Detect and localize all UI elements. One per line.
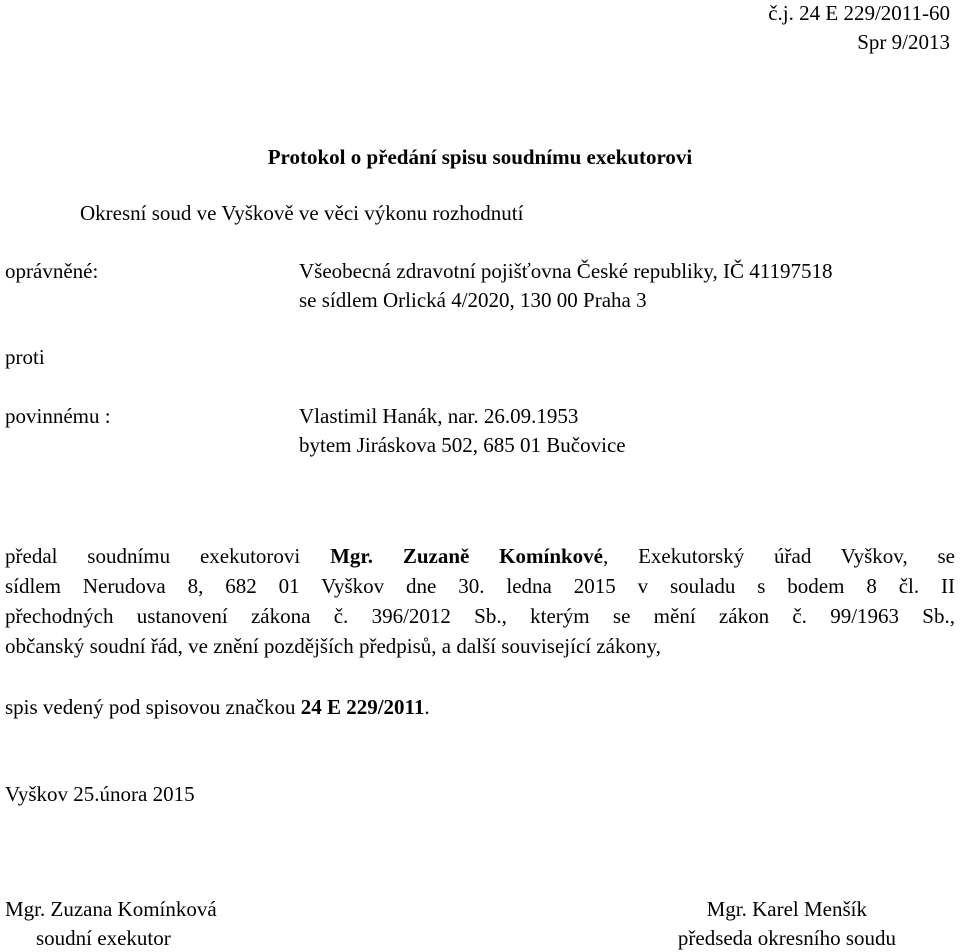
right-signatory-role: předseda okresního soudu [677, 926, 896, 950]
body-line-1-pre: předal soudnímu exekutorovi [5, 544, 331, 568]
left-signatory-name: Mgr. Zuzana Komínková [5, 897, 217, 921]
spr-number: Spr 9/2013 [857, 30, 950, 54]
body-line-3: přechodných ustanovení zákona č. 396/2012 Sb., kterým se mění zákon č. 99/1963 Sb., [5, 604, 955, 628]
right-signatory-name: Mgr. Karel Menšík [706, 897, 867, 921]
body-line-2: sídlem Nerudova 8, 682 01 Vyškov dne 30. ledna 2015 v souladu s bodem 8 čl. II [5, 574, 955, 598]
document-title: Protokol o předání spisu soudnímu exekutorovi [267, 145, 693, 169]
file-line-pre: spis vedený pod spisovou značkou [5, 695, 301, 719]
debtor-label: povinnému : [5, 404, 111, 428]
file-line-post: . [424, 695, 430, 719]
creditor-name: Všeobecná zdravotní pojišťovna České republiky, IČ 41197518 [299, 259, 833, 283]
file-line [5, 697, 430, 718]
court-line: Okresní soud ve Vyškově ve věci výkonu rozhodnutí [80, 201, 524, 225]
body-line-1 [5, 541, 955, 571]
debtor-name: Vlastimil Hanák, nar. 26.09.1953 [299, 404, 579, 428]
body-line-1-post: , Exekutorský úřad Vyškov, se [603, 544, 955, 568]
creditor-label: oprávněné: [5, 259, 99, 283]
case-number: č.j. 24 E 229/2011-60 [768, 1, 950, 25]
executor-name: Mgr. Zuzaně Komínkové [330, 544, 604, 568]
debtor-address: bytem Jiráskova 502, 685 01 Bučovice [299, 433, 626, 457]
left-signatory-role: soudní exekutor [36, 926, 171, 950]
body-line-4: občanský soudní řád, ve znění pozdějších předpisů, a další související zákony, [5, 634, 661, 658]
file-number: 24 E 229/2011 [300, 695, 425, 719]
place-date: Vyškov 25.února 2015 [5, 782, 195, 806]
against-label: proti [5, 345, 45, 369]
creditor-address: se sídlem Orlická 4/2020, 130 00 Praha 3 [299, 288, 647, 312]
